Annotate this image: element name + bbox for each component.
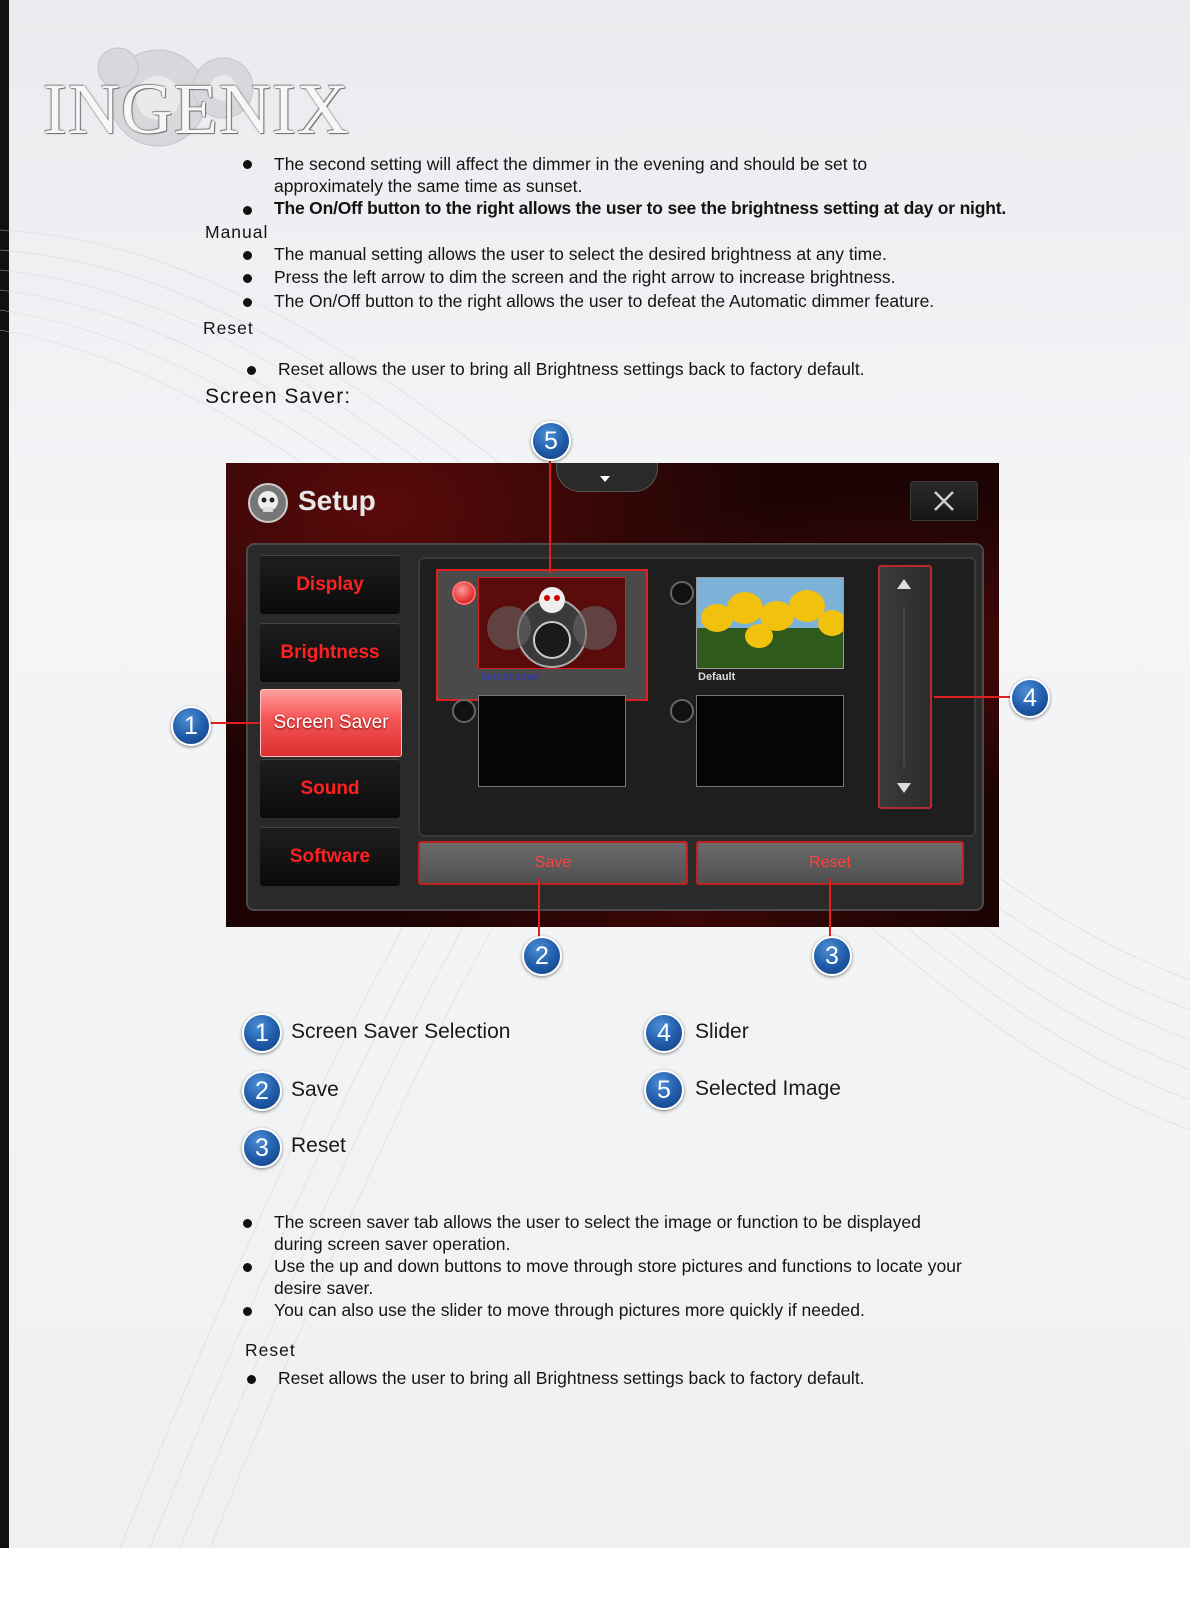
nav-software[interactable]: Software bbox=[260, 827, 400, 886]
nav-brightness[interactable]: Brightness bbox=[260, 623, 400, 682]
bullet-icon bbox=[243, 251, 252, 260]
setup-window bbox=[226, 463, 999, 927]
screensaver-thumbnail[interactable] bbox=[478, 577, 626, 669]
callout-marker: 2 bbox=[522, 936, 562, 976]
bullet-icon bbox=[247, 1375, 256, 1384]
save-button[interactable]: Save bbox=[418, 841, 688, 885]
bullet-icon bbox=[243, 206, 252, 215]
bullet-icon bbox=[243, 274, 252, 283]
close-button[interactable] bbox=[910, 481, 978, 521]
nav-display[interactable]: Display bbox=[260, 555, 400, 614]
bullet-icon bbox=[247, 366, 256, 375]
nav-sound[interactable]: Sound bbox=[260, 759, 400, 818]
tulip-image bbox=[697, 578, 843, 668]
callout-marker: 5 bbox=[531, 421, 571, 461]
section-heading-reset: Reset bbox=[245, 1340, 296, 1360]
close-icon bbox=[933, 490, 955, 512]
legend-marker: 5 bbox=[644, 1070, 684, 1110]
list-item: The screen saver tab allows the user to select the image or function to be displayed bbox=[274, 1212, 921, 1232]
arrow-down-icon[interactable] bbox=[897, 783, 911, 793]
radio-default[interactable] bbox=[670, 581, 694, 605]
radio-empty-slot[interactable] bbox=[452, 699, 476, 723]
skull-icon bbox=[246, 481, 290, 525]
list-item: The On/Off button to the right allows the user to defeat the Automatic dimmer feature. bbox=[274, 291, 935, 311]
legend-marker: 1 bbox=[242, 1013, 282, 1053]
scroll-slider[interactable] bbox=[878, 565, 932, 809]
brand-logo: INGENIX bbox=[43, 69, 350, 149]
legend-label: Save bbox=[291, 1078, 339, 1101]
legend-label: Slider bbox=[695, 1020, 749, 1043]
bullet-icon bbox=[243, 1219, 252, 1228]
screen-saver-grid bbox=[418, 557, 976, 837]
window-title: Setup bbox=[298, 485, 376, 516]
list-item: You can also use the slider to move through pictures more quickly if needed. bbox=[274, 1300, 865, 1320]
legend-marker: 3 bbox=[242, 1128, 282, 1168]
settings-panel bbox=[246, 543, 984, 911]
paragraph-line: The On/Off button to the right allows the user to see the brightness setting at day or night. bbox=[274, 198, 1006, 218]
paragraph-line: approximately the same time as sunset. bbox=[274, 176, 583, 196]
arrow-up-icon[interactable] bbox=[897, 579, 911, 589]
callout-line bbox=[538, 878, 540, 938]
section-heading-manual: Manual bbox=[205, 222, 269, 242]
bullet-icon bbox=[243, 298, 252, 307]
slider-track[interactable] bbox=[903, 607, 905, 767]
list-item: Reset allows the user to bring all Brightness settings back to factory default. bbox=[278, 359, 865, 379]
section-heading-screen-saver: Screen Saver: bbox=[205, 385, 352, 408]
list-item: Use the up and down buttons to move through store pictures and functions to locate your bbox=[274, 1256, 962, 1276]
legend-label: Screen Saver Selection bbox=[291, 1020, 511, 1043]
legend-label: Selected Image bbox=[695, 1077, 841, 1100]
list-item: Press the left arrow to dim the screen and the right arrow to increase brightness. bbox=[274, 267, 896, 287]
radio-empty-slot[interactable] bbox=[670, 699, 694, 723]
callout-line bbox=[829, 878, 831, 938]
skull-emblem-image bbox=[479, 578, 625, 668]
callout-marker: 4 bbox=[1010, 678, 1050, 718]
callout-marker: 3 bbox=[812, 936, 852, 976]
callout-line bbox=[934, 696, 1010, 698]
list-item: during screen saver operation. bbox=[274, 1234, 511, 1254]
list-item: desire saver. bbox=[274, 1278, 374, 1298]
bullet-icon bbox=[243, 1307, 252, 1316]
bullet-icon bbox=[243, 160, 252, 169]
chevron-down-icon bbox=[600, 476, 610, 482]
legend-marker: 2 bbox=[242, 1071, 282, 1111]
empty-thumbnail[interactable] bbox=[696, 695, 844, 787]
callout-line bbox=[208, 722, 260, 724]
bullet-icon bbox=[243, 1263, 252, 1272]
callout-line bbox=[549, 456, 551, 573]
thumbnail-label: Screensaver bbox=[480, 671, 542, 683]
list-item: The manual setting allows the user to select the desired brightness at any time. bbox=[274, 244, 887, 264]
section-heading-reset: Reset bbox=[203, 318, 254, 338]
callout-marker: 1 bbox=[171, 706, 211, 746]
legend-marker: 4 bbox=[644, 1013, 684, 1053]
legend-label: Reset bbox=[291, 1134, 346, 1157]
thumbnail-label: Default bbox=[698, 671, 736, 683]
paragraph-line: The second setting will affect the dimmer in the evening and should be set to bbox=[274, 154, 868, 174]
list-item: Reset allows the user to bring all Brightness settings back to factory default. bbox=[278, 1368, 865, 1388]
nav-screen-saver[interactable]: Screen Saver bbox=[260, 689, 402, 757]
reset-button[interactable]: Reset bbox=[696, 841, 964, 885]
radio-screensaver[interactable] bbox=[452, 581, 476, 605]
default-thumbnail[interactable] bbox=[696, 577, 844, 669]
empty-thumbnail[interactable] bbox=[478, 695, 626, 787]
